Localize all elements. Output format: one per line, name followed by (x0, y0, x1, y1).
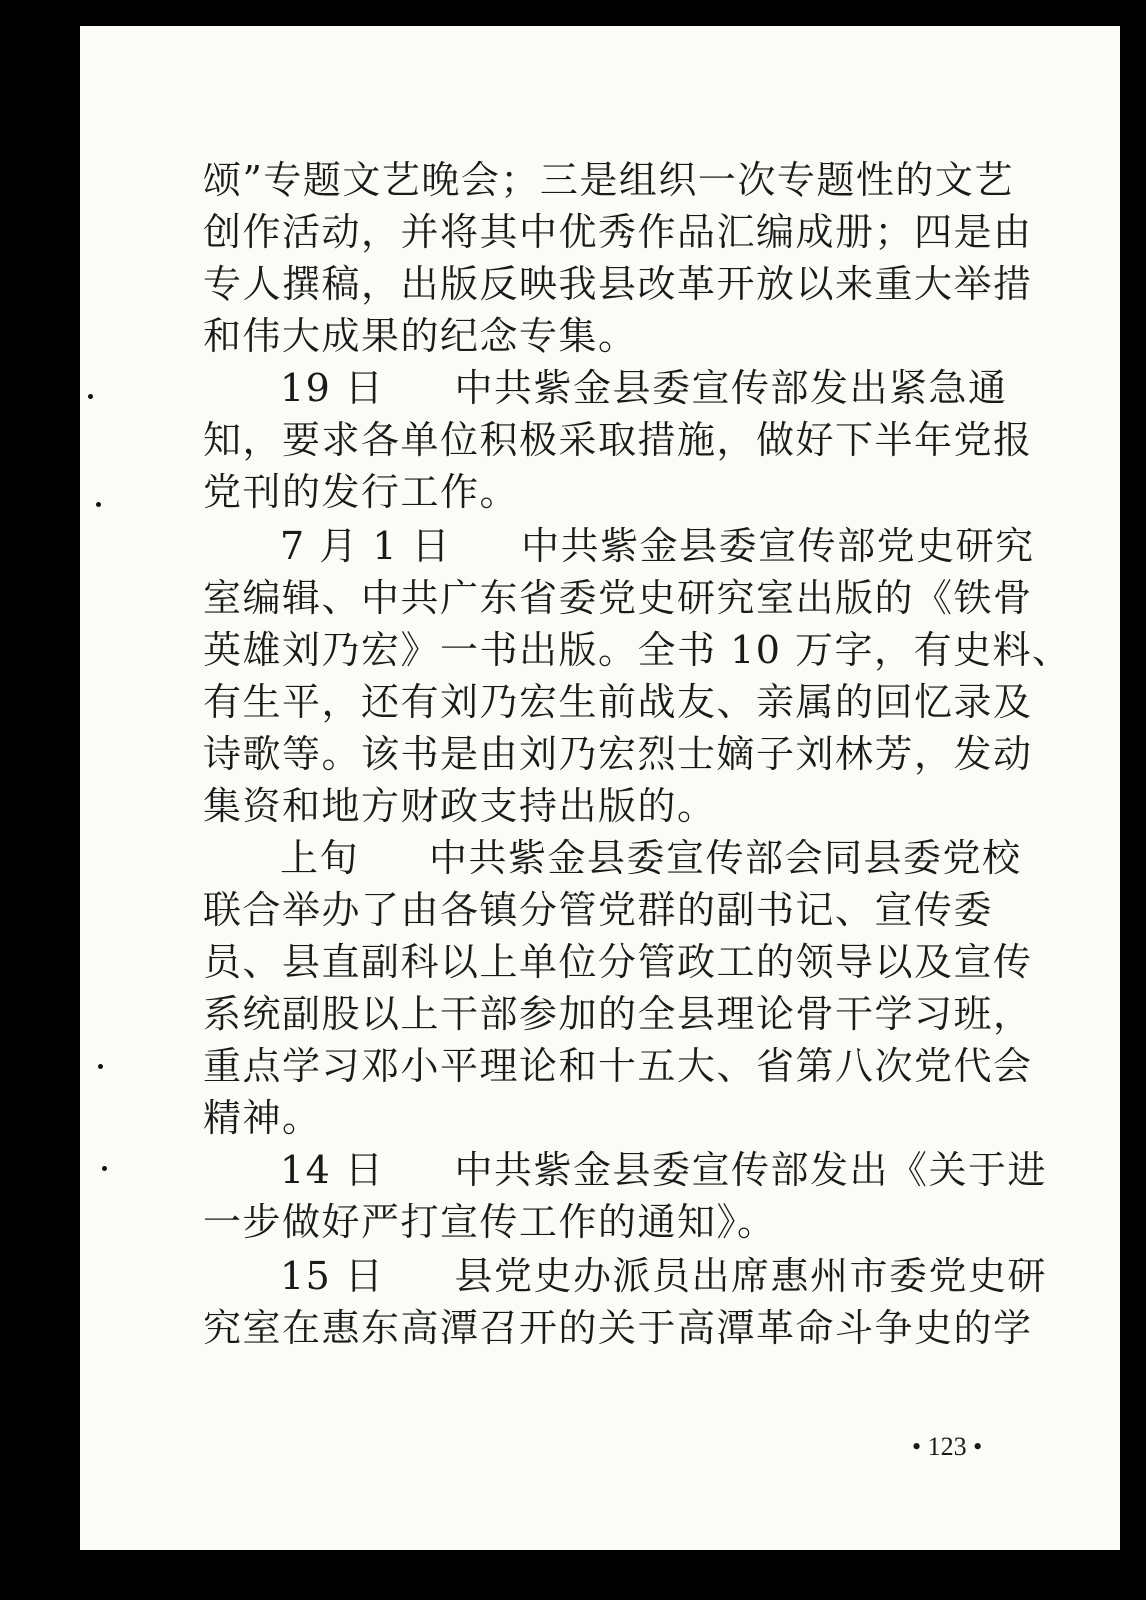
entry-date: 7 月 1 日 (280, 524, 452, 568)
entry-line (280, 364, 1007, 412)
page-number: • 123 • (912, 1432, 983, 1461)
entry-line (280, 834, 1022, 882)
text-line: 创作活动，并将其中优秀作品汇编成册；四是由 (203, 210, 1033, 254)
entry-date: 19 日 (280, 366, 385, 410)
scan-speck (96, 502, 101, 507)
entry-text: 中共紫金县委宣传部发出紧急通 (454, 366, 1008, 410)
text-line: 一步做好严打宣传工作的通知》。 (203, 1200, 777, 1244)
entry-line (280, 1252, 1047, 1300)
text-line: 诗歌等。该书是由刘乃宏烈士嫡子刘林芳，发动 (203, 732, 1033, 776)
text-line: 颂”专题文艺晚会；三是组织一次专题性的文艺 (203, 158, 1014, 202)
scan-speck (102, 1166, 107, 1171)
entry-line (280, 522, 1035, 570)
text-line: 联合举办了由各镇分管党群的副书记、宣传委 (203, 888, 994, 932)
entry-line (280, 1146, 1047, 1194)
text-line: 员、县直副科以上单位分管政工的领导以及宣传 (203, 940, 1033, 984)
scan-speck (98, 1064, 103, 1069)
text-line: 和伟大成果的纪念专集。 (203, 314, 638, 358)
text-line: 重点学习邓小平理论和十五大、省第八次党代会 (203, 1044, 1033, 1088)
entry-text: 中共紫金县委宣传部会同县委党校 (429, 836, 1022, 880)
text-line: 精神。 (203, 1096, 322, 1140)
text-line: 系统副股以上干部参加的全县理论骨干学习班， (203, 992, 1033, 1036)
text-line: 究室在惠东高潭召开的关于高潭革命斗争史的学 (203, 1306, 1033, 1350)
text-line: 党刊的发行工作。 (203, 470, 520, 514)
scan-speck (88, 394, 93, 399)
entry-date: 14 日 (280, 1148, 385, 1192)
text-line: 英雄刘乃宏》一书出版。全书 10 万字，有史料、 (203, 628, 1072, 672)
text-line: 室编辑、中共广东省委党史研究室出版的《铁骨 (203, 576, 1033, 620)
entry-text: 中共紫金县委宣传部发出《关于进 (454, 1148, 1047, 1192)
entry-text: 县党史办派员出席惠州市委党史研 (454, 1254, 1047, 1298)
entry-date: 15 日 (280, 1254, 385, 1298)
text-line: 集资和地方财政支持出版的。 (203, 784, 717, 828)
text-line: 有生平，还有刘乃宏生前战友、亲属的回忆录及 (203, 680, 1033, 724)
entry-text: 中共紫金县委宣传部党史研究 (521, 524, 1035, 568)
entry-date: 上旬 (280, 836, 360, 880)
text-line: 知，要求各单位积极采取措施，做好下半年党报 (203, 418, 1033, 462)
text-line: 专人撰稿，出版反映我县改革开放以来重大举措 (203, 262, 1033, 306)
